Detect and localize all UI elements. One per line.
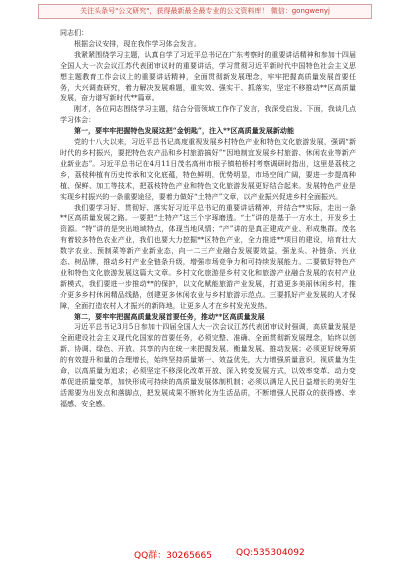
footer-qq-group: QQ群：30265665 [134, 551, 212, 561]
paragraph: 刚才，各位同志围绕学习主题，结合分管领域工作作了发言，我深受启发。下面，我谈几点学习体会： [60, 105, 356, 125]
paragraph: 根据会议安排，现在我作学习体会发言。 [74, 39, 201, 48]
section-heading: 第二，要牢牢把握高质量发展首要任务，推动**区高质量发展 [74, 311, 265, 321]
paragraph: 党的十八大以来，习近平总书记高度重视发展乡村特色产业和特色文化旅游发展，强调“新时代的乡村振兴，要把特色农产品和乡村旅游搞好”“因地制宜发展乡村旅游、休闲农业等新产业新业态”。习近平总书记在4月11日茂名高州市根子镇柏桥村考察调研时指出，这里是荔枝之乡，荔枝种植有历史传承和文化底蕴，特色鲜明，优势明显，市场空间广阔，要进一步提高种植、保鲜、加工等技术，把荔枝特色产业和特色文化旅游发展更好结合起来。发展特色产业是实现乡村振兴的一条重要途径，要着力做好“土特产”文章，以产业振兴促进乡村全面振兴。 [60, 138, 356, 201]
footer-qq-personal: QQ:535304092 [236, 548, 305, 558]
paragraph: 习近平总书记3月5日参加十四届全国人大一次会议江苏代表团审议时强调，高质量发展是全面建设社会主义现代化国家的首要任务，必须完整、准确、全面贯彻新发展理念，始终以创新、协调、绿色、开放、共享的内在统一来把握发展、衡量发展、推动发展；必须更好统筹质的有效提升和量的合理增长，始终坚持质量第一、效益优先，大力增强质量意识，视质量为生命，以高质量为追求；必须坚定不移深化改革开放、深入转变发展方式，以效率变革、动力变革促进质量变革，加快形成可持续的高质量发展体制机制；必须以满足人民日益增长的美好生活需要为出发点和落脚点，把发展成果不断转化为生活品质，不断增强人民群众的获得感、幸福感、安全感。 [60, 323, 356, 408]
paragraph: 同志们： [60, 29, 89, 37]
paragraph: 我们要学习好、贯彻好、落实好习近平总书记的重要讲话精神，并结合**实际，走出一条**区高质量发展之路。一要把“土特产”这三个字琢磨透。“土”讲的是基于一方水土，开发乡土资源。“特”讲的是突出地域特点，体现当地风情；“产”讲的是真正建成产业、形成集群。茂名有着较多特色农业产业，我们也要大力挖掘**区特色产业，全力推进**项目的建设，培育壮大数字农业、预制菜等新产业新业态，向一二三产业融合发展要效益，强龙头、补链条、兴业态、树品牌，推动乡村产业全链条升级，增强市场竞争力和可持续发展能力。二要做好特色产业和特色文化旅游发展这篇大文章。乡村文化旅游是乡村文化和旅游产业融合发展的农村产业新模式，我们要进一步推动**的保护，以文化赋能旅游产业发展，打造更多美丽休闲乡村，推介更多乡村休闲精品线路，创建更多休闲农业与乡村旅游示范点。三要抓好产业发展的人才保障，全面打造农村人才振兴的新阵地，让更多人才在乡村发光发热。 [60, 203, 356, 310]
footer [0, 546, 408, 562]
paragraph: 我紧紧围绕学习主题，认真自学了习近平总书记在广东考察时的重要讲话精神和参加十四届全国人大一次会议江苏代表团审议时的重要讲话，学习贯彻习近平新时代中国特色社会主义思想主题教育工作会议上的重要讲话精神，全面贯彻新发展理念，牢牢把握高质量发展首要任务，大兴调查研究，着力解决发展难题，重实效、强实干、抓落实，坚定不移推动**区高质量发展，奋力谱写新时代**篇章。 [60, 50, 356, 103]
header-banner: 关注头条号"公文研究"，获得最新最全最专业的公文资料库！ 微信：gongwenyj [38, 4, 372, 19]
document-body [60, 28, 356, 410]
section-heading: 第一，要牢牢把握特色发展这把“金钥匙”，注入**区高质量发展新动能 [74, 126, 295, 136]
